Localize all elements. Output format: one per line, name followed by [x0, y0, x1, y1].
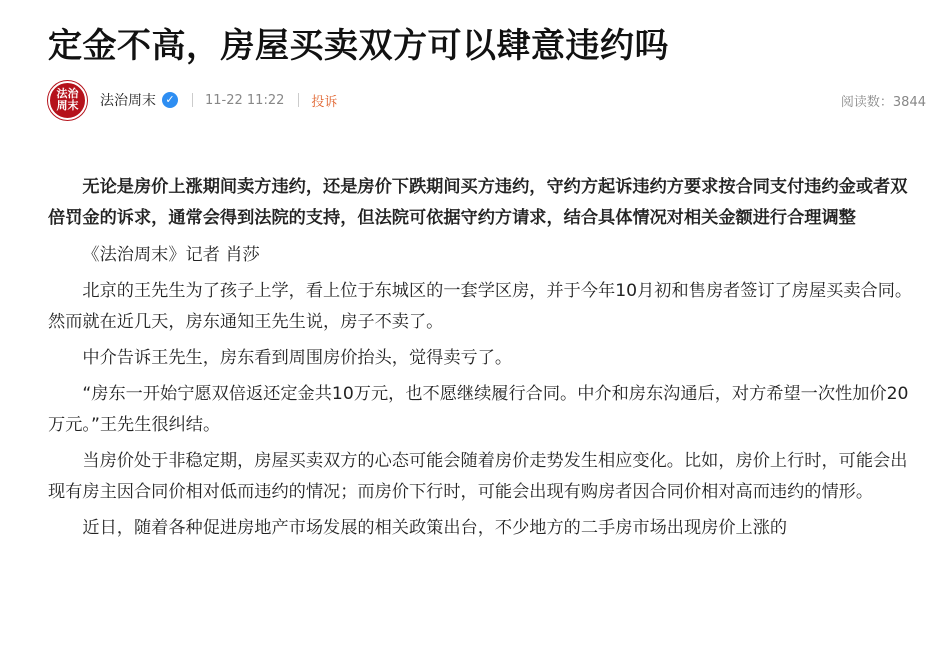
paragraph: 北京的王先生为了孩子上学，看上位于东城区的一套学区房，并于今年10月初和售房者签订了房屋买卖合同。然而就在近几天，房东通知王先生说，房子不卖了。 [48, 281, 913, 332]
avatar-line-2: 周末 [56, 99, 79, 112]
article-body [48, 172, 918, 549]
avatar-line-1: 法治 [56, 87, 79, 100]
author-name[interactable]: 法治周末 [100, 93, 156, 109]
article-title: 定金不高，房屋买卖双方可以肆意违约吗 [48, 26, 669, 66]
article-lead: 无论是房价上涨期间卖方违约，还是房价下跌期间买方违约，守约方起诉违约方要求按合同支付违约金或者双倍罚金的诉求，通常会得到法院的支持，但法院可依据守约方请求，结合具体情况对相关金额进行合理调整 [48, 177, 908, 228]
paragraph: 当房价处于非稳定期，房屋买卖双方的心态可能会随着房价走势发生相应变化。比如，房价上行时，可能会出现有房主因合同价相对低而违约的情况；而房价下行时，可能会出现有购房者因合同价相对高而违约的情形。 [48, 451, 908, 502]
verified-badge-icon: ✓ [162, 92, 178, 108]
read-count: 阅读数：3844 [840, 94, 926, 110]
paragraph: “房东一开始宁愿双倍返还定金共10万元，也不愿继续履行合同。中介和房东沟通后，对方希望一次性加价20万元。”王先生很纠结。 [48, 384, 909, 435]
publisher-avatar[interactable] [48, 81, 87, 120]
divider [298, 93, 299, 107]
paragraph: 近日，随着各种促进房地产市场发展的相关政策出台，不少地方的二手房市场出现房价上涨的 [82, 518, 788, 538]
article-meta-bar [48, 80, 926, 120]
publish-time: 11-22 11:22 [205, 92, 285, 108]
divider [192, 93, 193, 107]
report-link[interactable]: 投诉 [311, 94, 338, 110]
byline: 《法治周末》记者 肖莎 [82, 245, 260, 265]
paragraph: 中介告诉王先生，房东看到周围房价抬头，觉得卖亏了。 [82, 348, 513, 368]
